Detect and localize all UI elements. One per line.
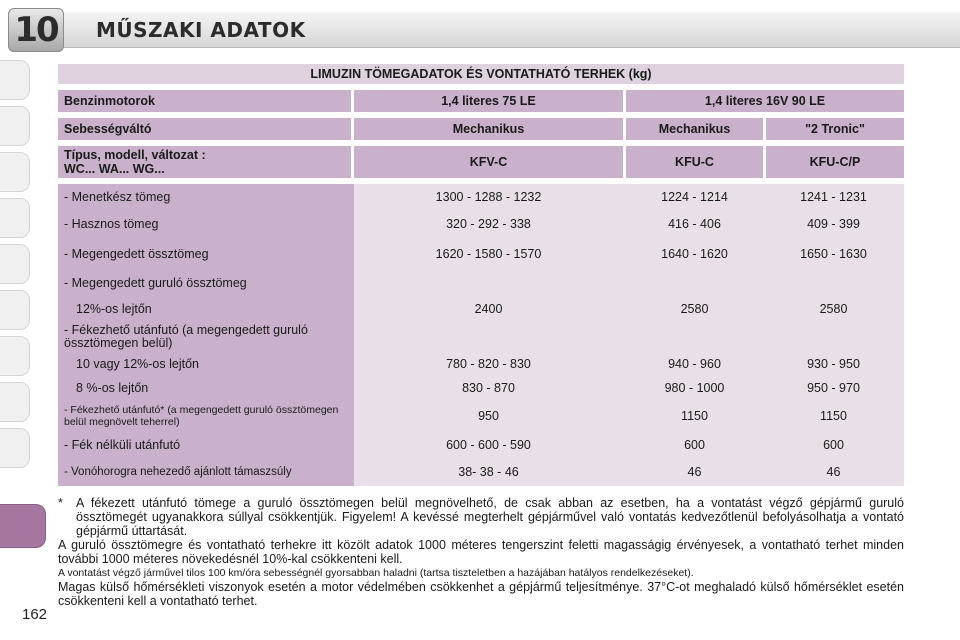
type-col-2: KFU-C xyxy=(626,146,766,178)
note-paragraph: Magas külső hőmérsékleti viszonyok esetén a motor védelmében csökkenhet a gépjármű teljesítménye. 37°C-ot meghaladó külső hőmérséklet esetén csökkenteni kell a vontatható terhet. xyxy=(58,580,904,608)
table-row xyxy=(58,376,904,400)
table-row xyxy=(58,352,904,376)
weights-table xyxy=(58,64,904,486)
chapter-tab[interactable] xyxy=(0,106,30,146)
chapter-number-badge: 10 xyxy=(8,8,64,52)
row-value: 930 - 950 xyxy=(766,352,904,376)
note-paragraph: A guruló össztömegre és vontatható terhekre itt közölt adatok 1000 méteres tengerszint feletti magasságig érvényesek, a vontatható terhet minden további 1000 méteres növekedésnél 10%-kal csökkenteni kell. xyxy=(58,538,904,566)
row-label: 8 %-os lejtőn xyxy=(58,376,354,400)
gearbox-row-label: Sebességváltó xyxy=(58,118,354,140)
type-col-3: KFU-C/P xyxy=(766,146,904,178)
row-value: 600 xyxy=(626,432,766,458)
page-number: 162 xyxy=(22,606,48,623)
row-value xyxy=(626,322,766,352)
row-value: 1650 - 1630 xyxy=(766,238,904,270)
row-label: - Megengedett össztömeg xyxy=(58,238,354,270)
row-label: - Hasznos tömeg xyxy=(58,210,354,238)
type-row-label xyxy=(58,146,354,178)
row-value: 38- 38 - 46 xyxy=(354,458,626,486)
row-value: 409 - 399 xyxy=(766,210,904,238)
row-value xyxy=(354,322,626,352)
table-row xyxy=(58,210,904,238)
row-value xyxy=(766,322,904,352)
row-value: 2580 xyxy=(626,296,766,322)
table-row xyxy=(58,296,904,322)
page-header xyxy=(0,0,960,56)
table-row xyxy=(58,270,904,296)
row-value: 46 xyxy=(626,458,766,486)
row-value: 320 - 292 - 338 xyxy=(354,210,626,238)
table-row xyxy=(58,458,904,486)
engine-row-label: Benzinmotorok xyxy=(58,90,354,112)
row-value: 1241 - 1231 xyxy=(766,184,904,210)
row-value: 1150 xyxy=(626,400,766,432)
chapter-tab[interactable] xyxy=(0,60,30,100)
table-row xyxy=(58,238,904,270)
chapter-tab[interactable] xyxy=(0,382,30,422)
row-value: 950 - 970 xyxy=(766,376,904,400)
chapter-tab-active[interactable] xyxy=(0,504,46,548)
chapter-tabs xyxy=(0,60,48,580)
row-value xyxy=(766,270,904,296)
chapter-tab[interactable] xyxy=(0,290,30,330)
chapter-tab[interactable] xyxy=(0,244,30,284)
footnote xyxy=(58,496,904,538)
engine-1: 1,4 literes 75 LE xyxy=(354,90,626,112)
chapter-tab[interactable] xyxy=(0,428,30,468)
row-label: - Megengedett guruló össztömeg xyxy=(58,270,354,296)
row-label: 10 vagy 12%-os lejtőn xyxy=(58,352,354,376)
row-value xyxy=(354,270,626,296)
table-row xyxy=(58,322,904,352)
row-value: 980 - 1000 xyxy=(626,376,766,400)
row-value: 600 xyxy=(766,432,904,458)
type-row xyxy=(58,146,904,178)
row-value: 1620 - 1580 - 1570 xyxy=(354,238,626,270)
row-value: 600 - 600 - 590 xyxy=(354,432,626,458)
row-value: 416 - 406 xyxy=(626,210,766,238)
row-value: 1150 xyxy=(766,400,904,432)
chapter-tab[interactable] xyxy=(0,198,30,238)
table-title: LIMUZIN TÖMEGADATOK ÉS VONTATHATÓ TERHEK (kg) xyxy=(58,64,904,84)
row-label: - Fékezhető utánfutó* (a megengedett guruló össztömegen belül megnövelt teherrel) xyxy=(58,400,354,432)
table-title-row xyxy=(58,64,904,84)
footnote-text: A fékezett utánfutó tömege a guruló össztömegen belül megnövelhető, de csak abban az esetben, ha a vontatást végző gépjármű guruló össztömegét ugyanakkora súllyal csökkentjük. Figyelem! A kevéssé megterhelt gépjárművel való vontatás kedvezőtlenül befolyásolhatja a vontató gépjármű úttartását. xyxy=(76,496,904,538)
table-row xyxy=(58,184,904,210)
type-row-label-line1: Típus, modell, változat : xyxy=(64,148,206,162)
row-label: - Menetkész tömeg xyxy=(58,184,354,210)
note-paragraph: A vontatást végző járművel tilos 100 km/óra sebességnél gyorsabban haladni (tartsa tiszteletben a hazájában hatályos rendelkezéseket). xyxy=(58,567,694,579)
chapter-tab[interactable] xyxy=(0,152,30,192)
row-value: 46 xyxy=(766,458,904,486)
notes-section xyxy=(58,496,904,608)
gearbox-row xyxy=(58,118,904,140)
row-value: 1224 - 1214 xyxy=(626,184,766,210)
row-value xyxy=(626,270,766,296)
row-value: 1300 - 1288 - 1232 xyxy=(354,184,626,210)
row-label: - Fék nélküli utánfutó xyxy=(58,432,354,458)
row-value: 780 - 820 - 830 xyxy=(354,352,626,376)
row-value: 950 xyxy=(354,400,626,432)
row-value: 830 - 870 xyxy=(354,376,626,400)
gearbox-col-1: Mechanikus xyxy=(354,118,626,140)
chapter-tab[interactable] xyxy=(0,336,30,376)
row-label: - Vonóhorogra nehezedő ajánlott támaszsúly xyxy=(58,458,354,486)
gearbox-col-3: "2 Tronic" xyxy=(766,118,904,140)
table-row xyxy=(58,432,904,458)
row-value: 2580 xyxy=(766,296,904,322)
engine-row xyxy=(58,90,904,112)
footnote-mark: * xyxy=(58,496,63,510)
row-label: 12%-os lejtőn xyxy=(58,296,354,322)
row-value: 2400 xyxy=(354,296,626,322)
row-value: 940 - 960 xyxy=(626,352,766,376)
type-col-1: KFV-C xyxy=(354,146,626,178)
type-row-label-line2: WC... WA... WG... xyxy=(64,162,165,176)
page-title: MŰSZAKI ADATOK xyxy=(96,18,306,42)
row-value: 1640 - 1620 xyxy=(626,238,766,270)
row-label: - Fékezhető utánfutó (a megengedett guruló össztömegen belül) xyxy=(58,322,354,352)
gearbox-col-2: Mechanikus xyxy=(626,118,766,140)
engine-2: 1,4 literes 16V 90 LE xyxy=(626,90,904,112)
table-row xyxy=(58,400,904,432)
